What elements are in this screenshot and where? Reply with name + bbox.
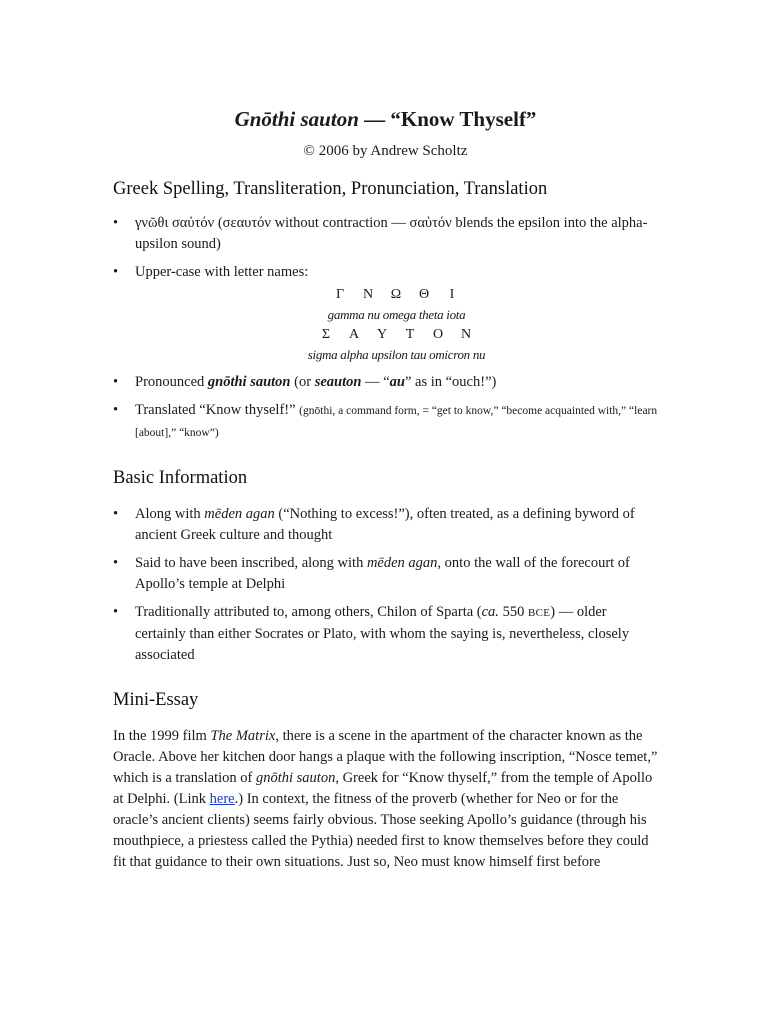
text-run: gnōthi sauton <box>255 770 336 786</box>
text-run: mēden agan <box>204 506 275 522</box>
list-item <box>113 262 658 365</box>
text-run: (gnōthi, a command form, = “get to know,” “become acquainted with,” “learn [about],” “know”) <box>135 405 658 439</box>
greek-letter: Υ <box>376 327 389 342</box>
bullet-glyph: • <box>113 215 119 231</box>
pronounced-text <box>135 374 496 390</box>
bullet-glyph: • <box>113 402 119 418</box>
list-item <box>113 213 658 255</box>
basic-list <box>113 504 658 666</box>
text-run: seauton <box>314 374 362 390</box>
greek-letter: Τ <box>405 327 416 342</box>
text-run: .) In context, the fitness of the proverb (whether for Neo or for the oracle’s ancient clients) seems fairly obvious. Those seeking Apollo’s guidance (through his mouthpiece, a priestess called the Pythia) needed first to know themselves before they could fit that guidance to their own situations. Just so, Neo must know himself first before <box>113 791 649 870</box>
text-run: ca. <box>481 604 499 620</box>
bullet-glyph: • <box>113 555 119 571</box>
greek-letter: Ι <box>449 287 456 302</box>
title-rest: — “Know Thyself” <box>358 107 537 131</box>
here-link[interactable]: here <box>209 791 235 807</box>
text-run: Traditionally attributed to, among others, Chilon of Sparta ( <box>135 604 482 620</box>
translated-text <box>135 402 657 440</box>
text-run: ” as in “ouch!”) <box>404 374 497 390</box>
letter-row-1 <box>135 285 658 305</box>
text-run: Translated “Know thyself!” <box>135 402 300 418</box>
section-heading-mini-essay: Mini-Essay <box>113 690 199 710</box>
bullet-glyph: • <box>113 506 119 522</box>
text-run: mēden agan <box>366 555 438 571</box>
uppercase-label: Upper-case with letter names: <box>135 264 309 280</box>
text-run: Said to have been inscribed, along with <box>135 555 367 571</box>
basic-item-3 <box>135 604 629 663</box>
page-title <box>113 105 658 133</box>
basic-item-2 <box>135 555 630 592</box>
text-run: , there is a scene in the apartment of the character known as the Oracle. Above her kitchen door hangs a plaque with the following inscription, “Nosce temet,” which is a translation of <box>113 728 658 786</box>
text-run: , onto the wall of the forecourt of Apollo’s temple at Delphi <box>135 555 630 592</box>
text-run: The Matrix <box>210 728 276 744</box>
text-run: (“Nothing to excess!”), often treated, as a defining byword of ancient Greek culture and thought <box>135 506 635 543</box>
list-item <box>113 602 658 666</box>
list-item <box>113 553 658 595</box>
text-run: Pronounced <box>135 374 208 390</box>
greek-letter: Ν <box>460 327 473 342</box>
text-run: In the 1999 film <box>113 728 211 744</box>
text-run: , Greek for “Know thyself,” from the temple of Apollo at Delphi. (Link <box>113 770 653 807</box>
greek-letter: Ν <box>362 287 375 302</box>
basic-item-1 <box>135 506 635 543</box>
greek-letter: Α <box>348 327 361 342</box>
letter-table <box>135 285 658 365</box>
section-heading-basic: Basic Information <box>113 468 248 488</box>
text-run: Along with <box>135 506 205 522</box>
greek-letter: Σ <box>321 327 332 342</box>
greek-spelling-text: γνῶθι σαὐτόν (σεαυτόν without contraction — σαὐτόν blends the epsilon into the alpha-upsilon sound) <box>135 215 648 252</box>
text-run: (or <box>290 374 315 390</box>
letter-names-2: sigma alpha upsilon tau omicron nu <box>307 347 486 362</box>
copyright-line: © 2006 by Andrew Scholtz <box>303 143 468 159</box>
text-run: ) — older certainly than either Socrates or Plato, with whom the saying is, nevertheless, closely associated <box>135 604 630 663</box>
section-heading-greek: Greek Spelling, Transliteration, Pronunciation, Translation <box>113 179 548 199</box>
list-item <box>113 372 658 393</box>
text-run: BCE <box>527 607 551 619</box>
greek-letter: Ο <box>432 327 445 342</box>
list-item <box>113 504 658 546</box>
text-run: 550 <box>498 604 528 620</box>
letter-names-1: gamma nu omega theta iota <box>327 307 466 322</box>
bullet-glyph: • <box>113 374 119 390</box>
text-run: — “ <box>361 374 390 390</box>
greek-list <box>113 213 658 444</box>
greek-letter: Ω <box>390 287 403 302</box>
bullet-glyph: • <box>113 264 119 280</box>
greek-letter: Γ <box>335 287 346 302</box>
title-italic: Gnōthi sauton <box>234 107 359 131</box>
text-run: gnōthi sauton <box>207 374 291 390</box>
list-item <box>113 400 658 444</box>
greek-letter: Θ <box>418 287 431 302</box>
document-page <box>113 105 658 873</box>
bullet-glyph: • <box>113 604 119 620</box>
letter-row-2 <box>135 325 658 345</box>
essay-paragraph <box>113 726 658 873</box>
text-run: au <box>389 374 405 390</box>
